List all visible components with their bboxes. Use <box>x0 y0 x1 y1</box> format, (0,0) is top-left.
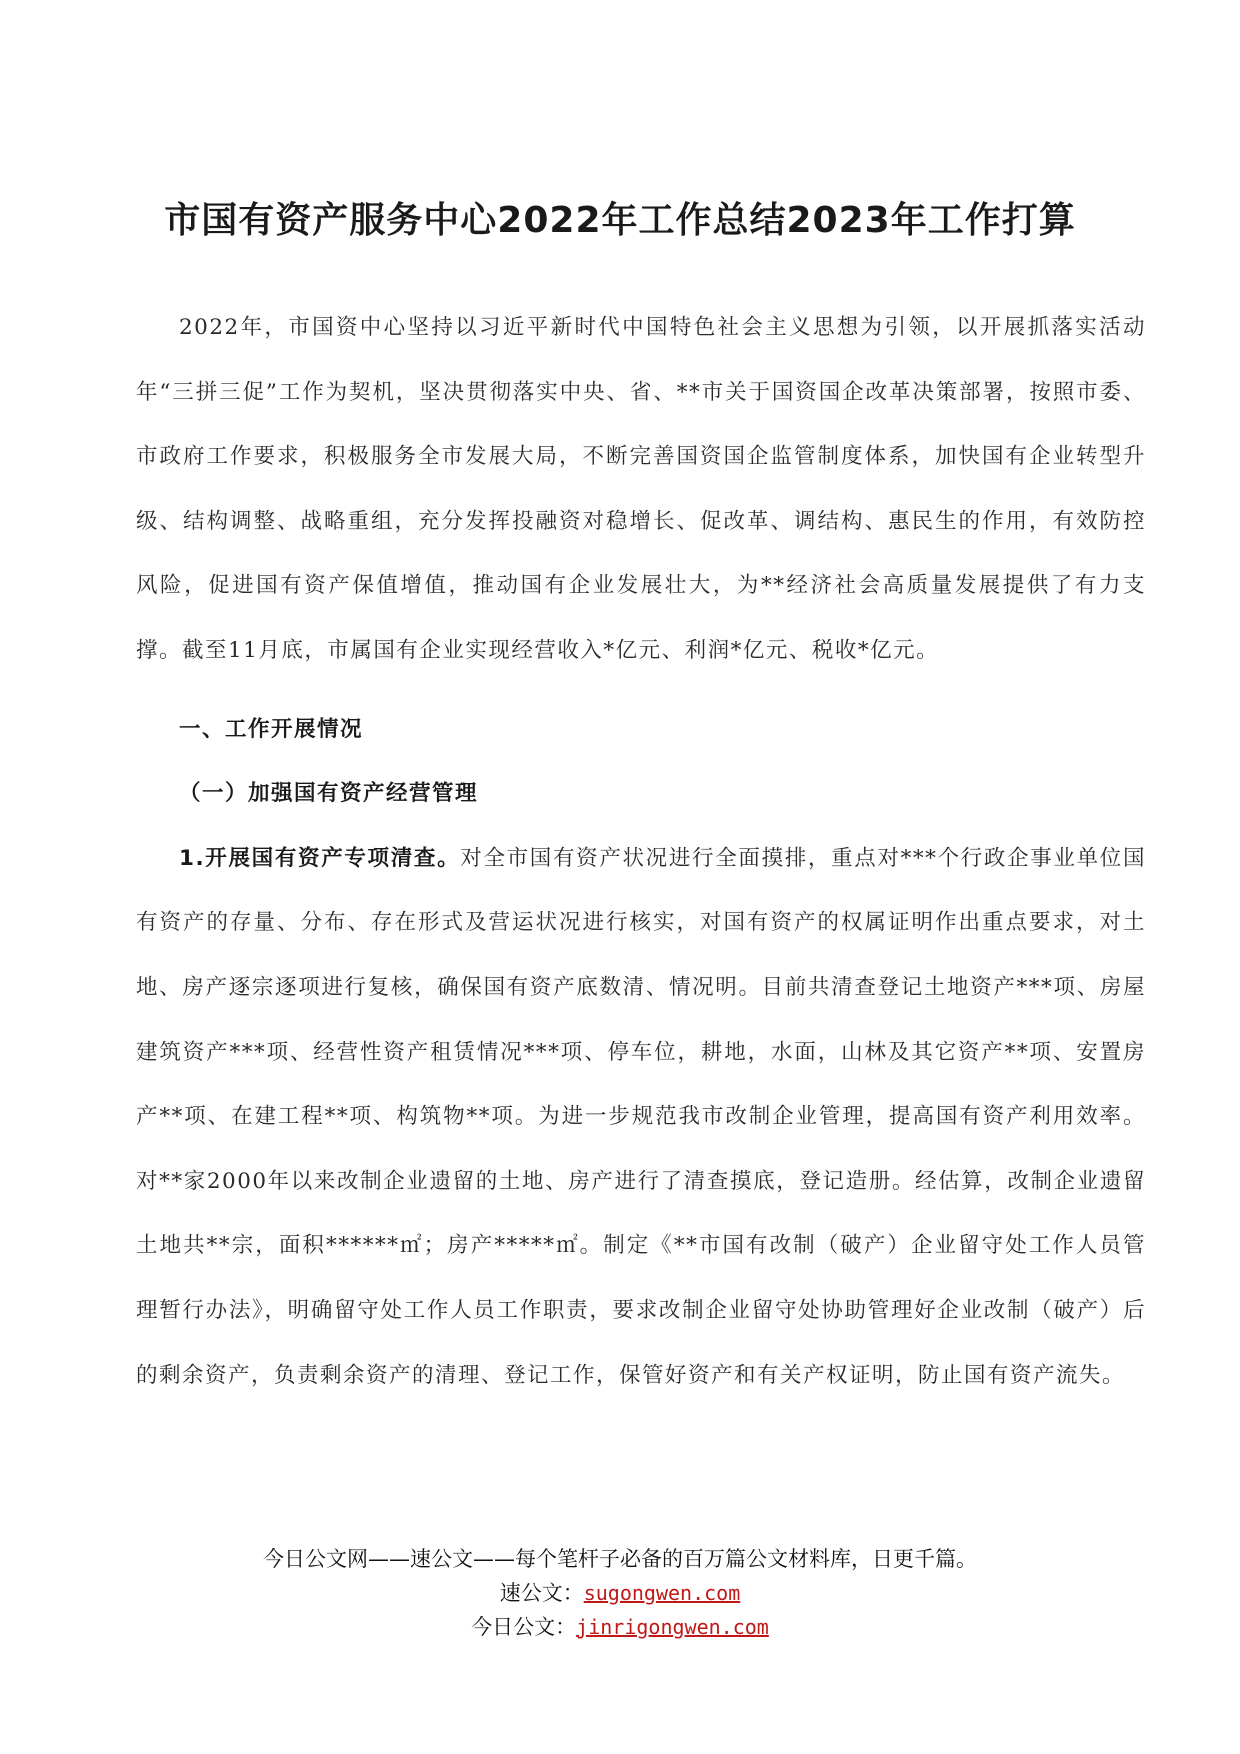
sugongwen-link[interactable]: sugongwen.com <box>583 1581 741 1605</box>
footer-sugongwen <box>0 1576 1240 1610</box>
footer <box>0 1542 1240 1644</box>
section-heading: 一、工作开展情况 <box>179 716 364 742</box>
item-text: 对全市国有资产状况进行全面摸排，重点对***个行政企事业单位国有资产的存量、分布、存在形式及营运状况进行核实，对国有资产的权属证明作出重点要求，对土地、房产逐宗逐项进行复核，确保国有资产底数清、情况明。目前共清查登记土地资产***项、房屋建筑资产***项、经营性资产租赁情况***项、停车位，耕地，水面，山林及其它资产**项、安置房产**项、在建工程**项、构筑物**项。为进一步规范我市改制企业管理，提高国有资产利用效率。对**家2000年以来改制企业遗留的土地、房产进行了清查摸底，登记造册。经估算，改制企业遗留土地共**宗，面积******㎡；房产*****㎡。制定《**市国有改制（破产）企业留守处工作人员管理暂行办法》，明确留守处工作人员工作职责，要求改制企业留守处协助管理好企业改制（破产）后的剩余资产，负责剩余资产的清理、登记工作，保管好资产和有关产权证明，防止国有资产流失。 <box>136 845 1146 1388</box>
footer-slogan: 今日公文网——速公文——每个笔杆子必备的百万篇公文材料库，日更千篇。 <box>263 1547 977 1571</box>
footer-jinrigongwen <box>0 1610 1240 1644</box>
subsection-heading: （一）加强国有资产经营管理 <box>179 781 479 807</box>
item-lead: 1.开展国有资产专项清查。 <box>179 845 461 871</box>
intro-paragraph: 2022年，市国资中心坚持以习近平新时代中国特色社会主义思想为引领，以开展抓落实活动年“三拼三促”工作为契机，坚决贯彻落实中央、省、**市关于国资国企改革决策部署，按照市委、市政府工作要求，积极服务全市发展大局，不断完善国资国企监管制度体系，加快国有企业转型升级、结构调整、战略重组，充分发挥投融资对稳增长、促改革、调结构、惠民生的作用，有效防控风险，促进国有资产保值增值，推动国有企业发展壮大，为**经济社会高质量发展提供了有力支撑。截至11月底，市属国有企业实现经营收入*亿元、利润*亿元、税收*亿元。 <box>136 315 1146 663</box>
document-title: 市国有资产服务中心2022年工作总结2023年工作打算 <box>164 200 1076 241</box>
sugongwen-label: 速公文： <box>499 1581 584 1605</box>
item-paragraph <box>136 827 1146 1408</box>
document-body <box>136 296 1146 1408</box>
jinrigongwen-label: 今日公文： <box>471 1615 577 1639</box>
jinrigongwen-link[interactable]: jinrigongwen.com <box>576 1615 769 1639</box>
